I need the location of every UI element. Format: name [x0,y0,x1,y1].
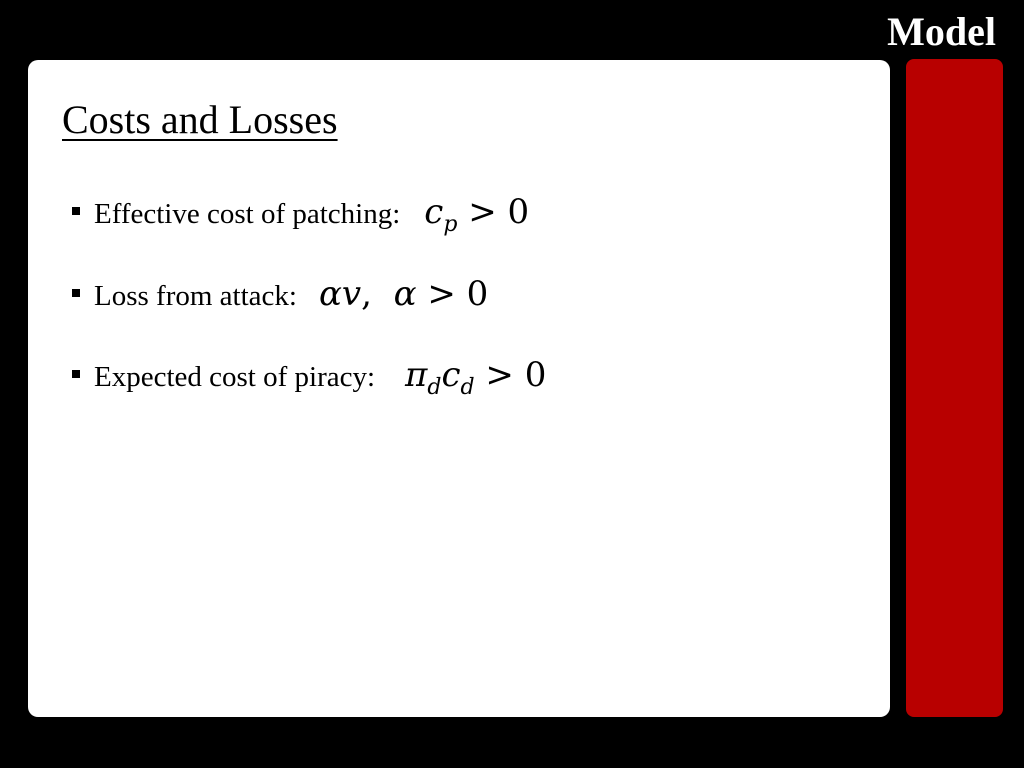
formula-variable: π [405,355,428,395]
formula-variable: α [393,274,417,314]
formula-variable: c [441,355,461,395]
formula-inequality: > 0 [457,192,530,232]
bullet-item-patching-cost [72,192,529,237]
formula-inequality: > 0 [416,274,489,314]
bullet-label: Loss from attack: [94,280,297,312]
patching-cost-formula [424,192,529,237]
formula-subscript: d [460,375,475,400]
section-title: Model [887,9,996,54]
square-bullet-icon [72,289,80,297]
bullet-item-attack-loss [72,274,488,314]
formula-inequality: > 0 [474,355,547,395]
formula-variable: c [424,192,444,232]
formula-subscript: p [443,212,458,237]
attack-loss-formula [319,274,488,314]
square-bullet-icon [72,370,80,378]
piracy-cost-formula [405,355,546,400]
formula-subscript: d [427,375,442,400]
bullet-label: Expected cost of piracy: [94,361,376,393]
slide-title: Costs and Losses [62,97,338,142]
bullet-label: Effective cost of patching: [94,198,401,230]
bullet-item-piracy-cost [72,355,546,400]
formula-variable: α [318,274,342,314]
slide-content-panel [28,60,890,717]
red-accent-sidebar [906,59,1003,717]
formula-variable: v [341,274,362,314]
formula-separator: , [361,274,394,314]
square-bullet-icon [72,207,80,215]
